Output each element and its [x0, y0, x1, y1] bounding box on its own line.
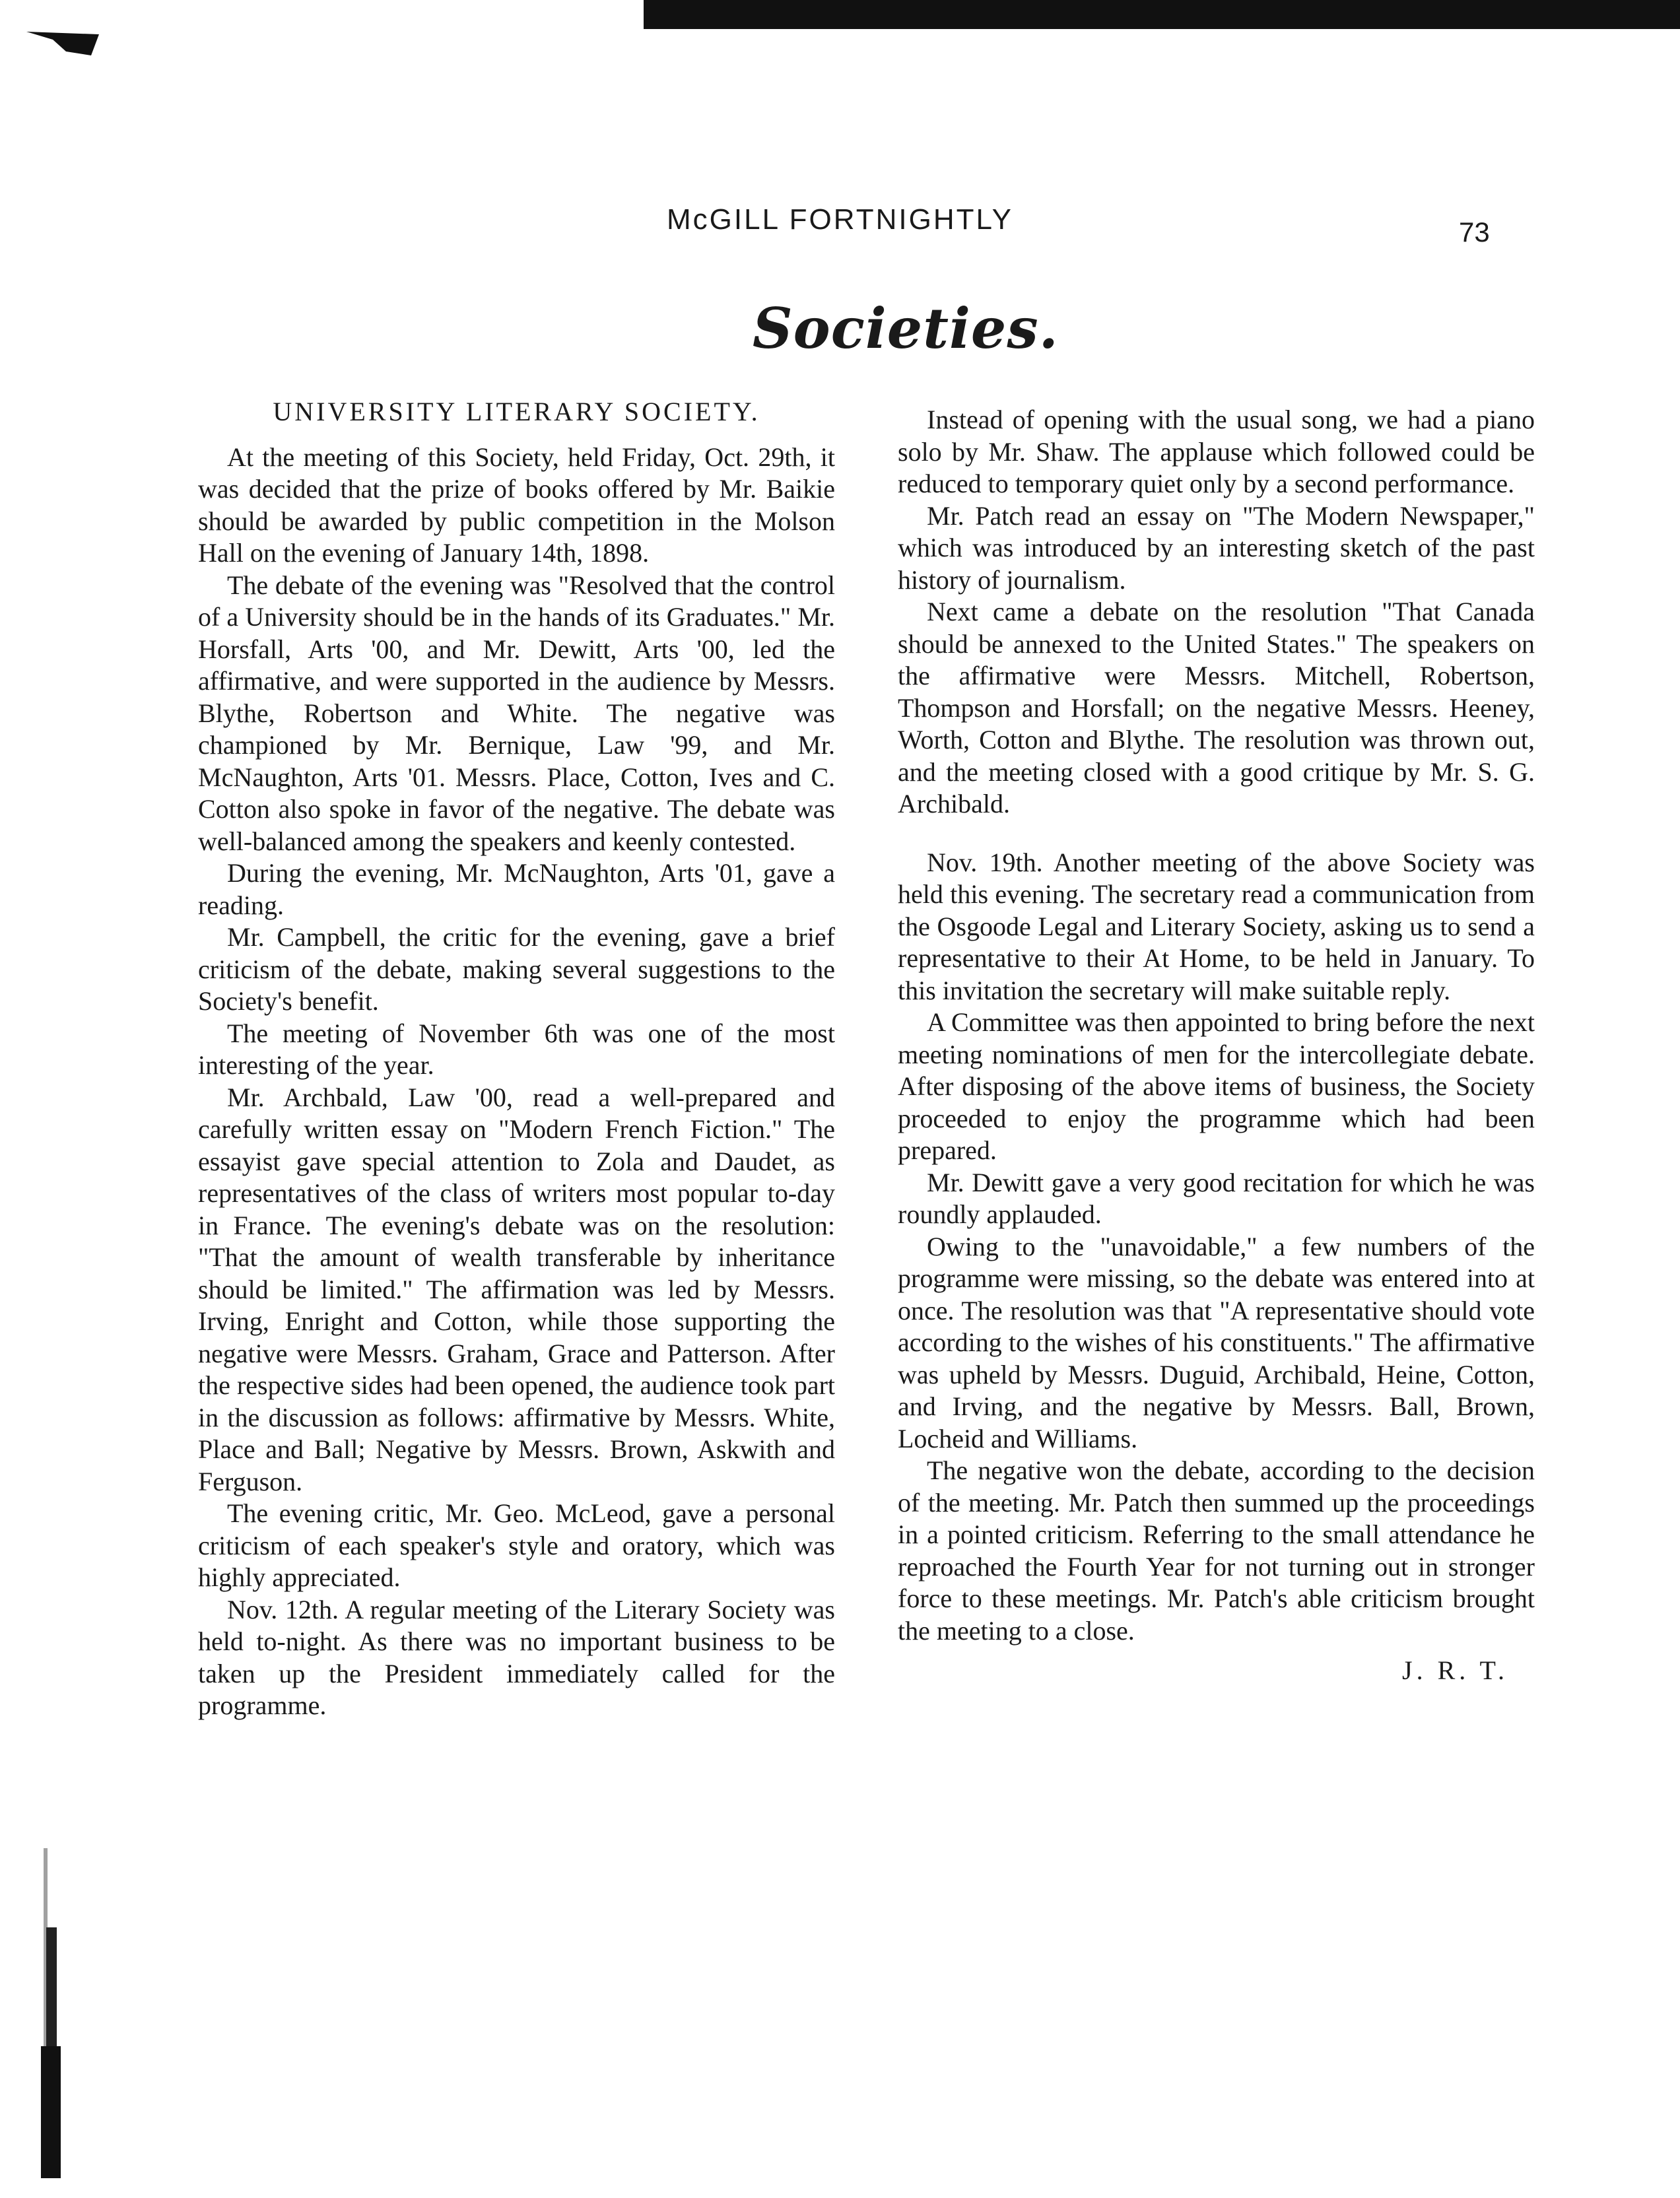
top-rule — [644, 0, 1680, 29]
paragraph: Next came a debate on the resolution "That Canada should be annexed to the United States." The speakers on the affirmative were Messrs. Mitchell, Robertson, Thompson and Horsfall; on the negative Messrs. Heeney, Worth, Cotton and Blythe. The resolution was thrown out, and the meeting closed with a good critique by Mr. S. G. Archibald. — [898, 597, 1535, 818]
author-signature: J. R. T. — [1402, 1655, 1508, 1685]
paragraph: Nov. 19th. Another meeting of the above Society was held this evening. The secretary read a communication from the Osgoode Legal and Literary Society, asking us to send a representative to their At Home, to be held in January. To this invitation the secretary will make suitable reply. — [898, 847, 1535, 1005]
paragraph: Instead of opening with the usual song, we had a piano solo by Mr. Shaw. The applause which followed could be reduced to temporary quiet only by a second performance. — [898, 405, 1535, 498]
right-column — [898, 404, 1535, 1687]
paragraph: At the meeting of this Society, held Friday, Oct. 29th, it was decided that the prize of books offered by Mr. Baikie should be awarded by public competition in the Molson Hall on the evening of January 14th, 1898. — [198, 442, 835, 568]
society-heading: UNIVERSITY LITERARY SOCIETY. — [273, 397, 760, 426]
binding-edge-smudge — [34, 1848, 65, 2178]
paragraph: During the evening, Mr. McNaughton, Arts '01, gave a reading. — [198, 858, 835, 920]
paragraph: The negative won the debate, according to the decision of the meeting. Mr. Patch then summed up the proceedings in a pointed criticism. Referring to the small attendance he reproached the Fourth Year for not turning out in stronger force to these meetings. Mr. Patch's able criticism brought the meeting to a close. — [898, 1455, 1535, 1646]
paragraph: Mr. Campbell, the critic for the evening, gave a brief criticism of the debate, making several suggestions to the Society's benefit. — [198, 922, 835, 1016]
page-number: 73 — [1459, 216, 1490, 248]
paragraph: Mr. Archbald, Law '00, read a well-prepared and carefully written essay on "Modern French Fiction." The essayist gave special attention to Zola and Daudet, as representatives of the class of writers most popular to-day in France. The evening's debate was on the resolution: "That the amount of wealth transferable by inheritance should be limited." The affirmation was led by Messrs. Irving, Enright and Cotton, while those supporting the negative were Messrs. Graham, Grace and Patterson. After the respective sides had been opened, the audience took part in the discussion as follows: affirmative by Messrs. White, Place and Ball; Negative by Messrs. Brown, Askwith and Ferguson. — [198, 1082, 835, 1496]
corner-scan-mark — [26, 32, 99, 55]
left-column — [198, 396, 835, 1722]
paragraph: The evening critic, Mr. Geo. McLeod, gave a personal criticism of each speaker's style and oratory, which was highly appreciated. — [198, 1498, 835, 1592]
paragraph: The meeting of November 6th was one of the most interesting of the year. — [198, 1018, 835, 1080]
running-head: McGILL FORTNIGHTLY — [667, 203, 1014, 236]
paragraph: Nov. 12th. A regular meeting of the Literary Society was held to-night. As there was no important business to be taken up the President immediately called for the programme. — [198, 1594, 835, 1720]
paragraph: Mr. Dewitt gave a very good recitation for which he was roundly applauded. — [898, 1167, 1535, 1229]
paragraph: The debate of the evening was "Resolved that the control of a University should be in the hands of its Graduates." Mr. Horsfall, Arts '00, and Mr. Dewitt, Arts '00, led the affirmative, and were supported in the audience by Messrs. Blythe, Robertson and White. The negative was championed by Mr. Bernique, Law '99, and Mr. McNaughton, Arts '01. Messrs. Place, Cotton, Ives and C. Cotton also spoke in favor of the negative. The debate was well-balanced among the speakers and keenly contested. — [198, 570, 835, 856]
paragraph: Mr. Patch read an essay on "The Modern Newspaper," which was introduced by an interesting sketch of the past history of journalism. — [898, 500, 1535, 595]
paragraph: A Committee was then appointed to bring before the next meeting nominations of men for the intercollegiate debate. After disposing of the above items of business, the Society proceeded to enjoy the programme which had been prepared. — [898, 1007, 1535, 1165]
section-title: Societies. — [753, 296, 1059, 361]
paragraph: Owing to the "unavoidable," a few numbers of the programme were missing, so the debate was entered into at once. The resolution was that "A representative should vote according to the wishes of his constituents." The affirmative was upheld by Messrs. Duguid, Archibald, Heine, Cotton, and Irving, and the negative by Messrs. Ball, Brown, Locheid and Williams. — [898, 1231, 1535, 1453]
